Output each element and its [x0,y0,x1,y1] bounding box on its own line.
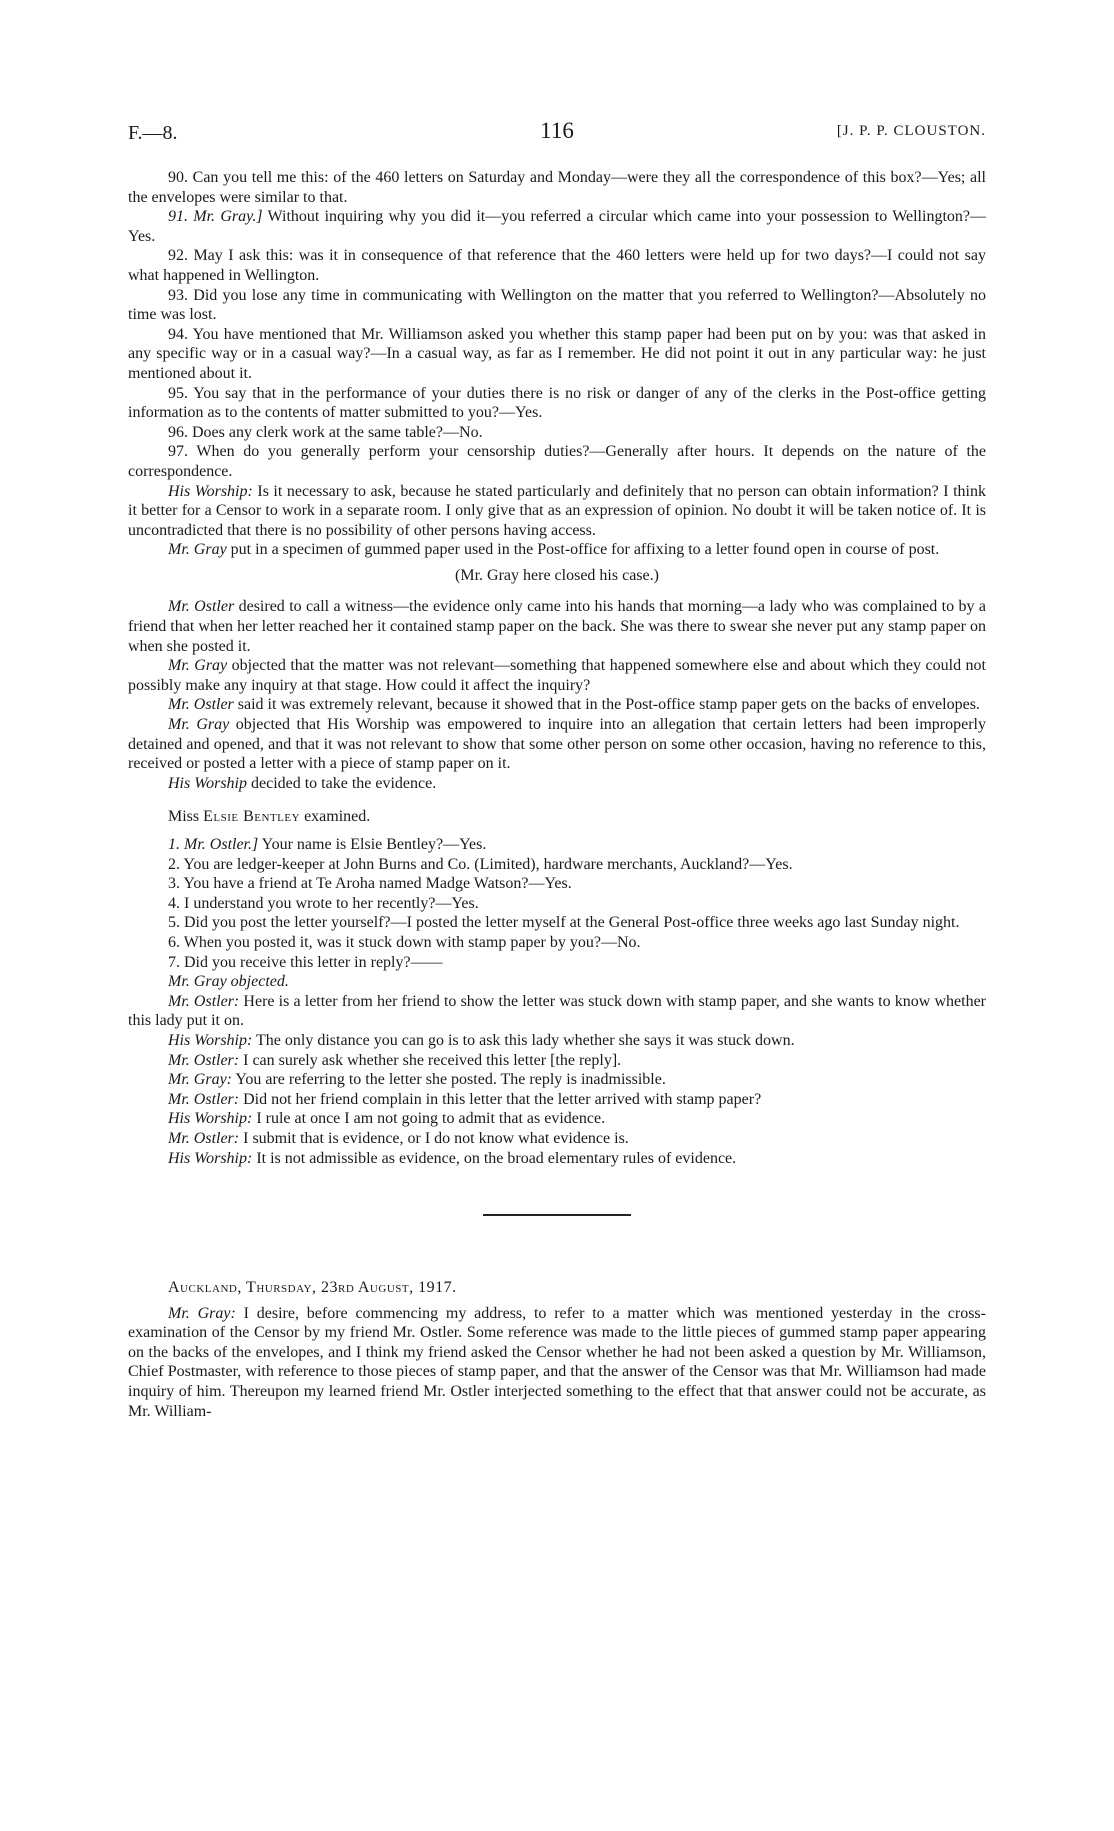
question-90: 90. Can you tell me this: of the 460 letters on Saturday and Monday—were they all the correspondence of this box?—Yes; all the envelopes were similar to that. [128,169,986,206]
remark-text: objected that His Worship was empowered to inquire into an allegation that certain letters had been improperly detained and opened, and that it was not relevant to show that some other person on some other occasion, having no reference to this, received or posted a letter with a piece of stamp paper on it. [128,716,987,773]
speaker: His Worship: [168,1149,253,1167]
speaker: His Worship: [168,482,253,500]
ostler-statement-2 [128,1051,986,1071]
question-1 [128,835,986,855]
remark-text: put in a specimen of gummed paper used in the Post-office for affixing to a letter found open in course of post. [226,541,940,559]
case-closed-note: (Mr. Gray here closed his case.) [455,566,659,584]
question-7: 7. Did you receive this letter in reply?—— [168,953,443,971]
speaker: 91. Mr. Gray.] [168,208,263,226]
speaker: Mr. Ostler [168,598,235,616]
gray-statement [128,1070,986,1090]
question-96: 96. Does any clerk work at the same table?—No. [168,423,483,441]
ostler-reply [128,695,986,715]
remark-text: The only distance you can go is to ask this lady whether she says it was stuck down. [252,1031,795,1049]
question-text: Without inquiring why you did it—you referred a circular which came into your possession to Wellington?—Yes. [128,208,986,245]
witness-name: Elsie Bentley [203,808,301,826]
gray-objection [128,656,986,695]
his-worship-ruling-2 [128,1149,986,1169]
his-worship-decision [128,774,986,794]
remark-text: desired to call a witness—the evidence only came into his hands that morning—a lady who was complained to by a friend that when her letter reached her it contained stamp paper on the back. She was there to swear she never put any stamp paper on when she posted it. [128,598,987,655]
speaker: 1. Mr. Ostler.] [168,836,259,853]
ostler-statement [128,992,986,1031]
speaker: Mr. Ostler: [168,1051,240,1069]
remark-text: I rule at once I am not going to admit that as evidence. [252,1110,606,1128]
gray-exhibit [128,540,986,560]
remark-text: Here is a letter from her friend to show the letter was stuck down with stamp paper, and she wants to know whether this lady put it on. [128,992,987,1030]
speaker: Mr. Ostler [168,696,234,714]
speaker: Mr. Gray [168,657,228,675]
paper-code: F.—8. [128,122,178,144]
page-header [128,118,986,148]
remark-text: Is it necessary to ask, because he stated particularly and definitely that no person can obtain information? I think it better for a Censor to work in a separate room. I only give that as an expression of opinion. No doubt it will be taken notice of. It is uncontradicted that there is no possibility of other persons having access. [128,482,987,539]
question-94: 94. You have mentioned that Mr. Williamson asked you whether this stamp paper had been put on by you: was that asked in any specific way or in a casual way?—In a casual way, as far as I remember. He did not point it out in any particular way: he just mentioned about it. [128,325,986,382]
question-91 [128,207,986,246]
document-body [128,168,986,1421]
gray-address [128,1304,986,1422]
remark-text: I desire, before commencing my address, to refer to a matter which was mentioned yesterday in the cross-examination of the Censor by my friend Mr. Ostler. Some reference was made to the little pieces of gummed stamp paper appearing on the backs of the envelopes, and I think my friend asked the Censor whether he had not been asked a question by Mr. Williamson, Chief Postmaster, with reference to those pieces of stamp paper, and that the answer of the Censor was that Mr. Williamson had made inquiry of him. Thereupon my learned friend Mr. Ostler interjected something to the effect that that answer could not be accurate, as Mr. William- [128,1304,986,1420]
speaker: Mr. Ostler: [168,1090,240,1108]
ostler-submission [128,1129,986,1149]
question-4: 4. I understand you wrote to her recently?—Yes. [168,894,479,912]
his-worship-ruling [128,1109,986,1129]
speaker: His Worship [168,774,247,792]
question-92: 92. May I ask this: was it in consequence of that reference that the 460 letters were held up for two days?—I could not say what happened in Wellington. [128,247,986,284]
witness-running-head: [J. P. P. CLOUSTON. [836,123,986,139]
remark-text: You are referring to the letter she posted. The reply is inadmissible. [232,1071,666,1089]
question-5: 5. Did you post the letter yourself?—I posted the letter myself at the General Post-office three weeks ago last Sunday night. [168,914,960,932]
question-text: Your name is Elsie Bentley?—Yes. [258,836,487,853]
his-worship-statement [128,1031,986,1051]
speaker: Mr. Gray: [168,1304,236,1322]
question-95: 95. You say that in the performance of your duties there is no risk or danger of any of the clerks in the Post-office getting information as to the contents of matter submitted to you?—Yes. [128,384,986,422]
page-number: 116 [540,118,574,143]
ostler-statement-3 [128,1090,986,1110]
remark-text: decided to take the evidence. [246,774,437,792]
remark-text: It is not admissible as evidence, on the broad elementary rules of evidence. [252,1149,737,1167]
ostler-request [128,597,986,656]
remark-text: I submit that is evidence, or I do not know what evidence is. [239,1129,629,1147]
speaker: His Worship: [168,1031,253,1049]
his-worship-remark [128,482,986,541]
gray-objected: Mr. Gray objected. [168,973,289,991]
remark-text: objected that the matter was not relevant—something that happened somewhere else and about which they could not possibly make any inquiry at that stage. How could it affect the inquiry? [128,657,987,694]
dateline: Auckland, Thursday, 23rd August, 1917. [168,1279,457,1297]
speaker: Mr. Gray: [168,1071,232,1089]
remark-text: said it was extremely relevant, because it showed that in the Post-office stamp paper gets on the backs of envelopes. [233,696,980,714]
question-93: 93. Did you lose any time in communicating with Wellington on the matter that you referred to Wellington?—Absolutely no time was lost. [128,286,986,324]
question-2: 2. You are ledger-keeper at John Burns and Co. (Limited), hardware merchants, Auckland?—Yes. [168,855,793,873]
gray-objection-2 [128,715,986,774]
speaker: Mr. Gray [168,541,227,559]
speaker: His Worship: [168,1110,253,1128]
question-3: 3. You have a friend at Te Aroha named Madge Watson?—Yes. [168,875,572,893]
remark-text: I can surely ask whether she received this letter [the reply]. [239,1051,622,1069]
question-6: 6. When you posted it, was it stuck down with stamp paper by you?—No. [168,933,641,951]
speaker: Mr. Ostler: [168,992,240,1010]
speaker: Mr. Gray [168,716,230,734]
question-97: 97. When do you generally perform your censorship duties?—Generally after hours. It depends on the nature of the correspondence. [128,443,986,480]
witness-heading: Miss Elsie Bentley examined. [168,808,371,826]
remark-text: Did not her friend complain in this letter that the letter arrived with stamp paper? [239,1090,762,1108]
speaker: Mr. Ostler: [168,1129,240,1147]
